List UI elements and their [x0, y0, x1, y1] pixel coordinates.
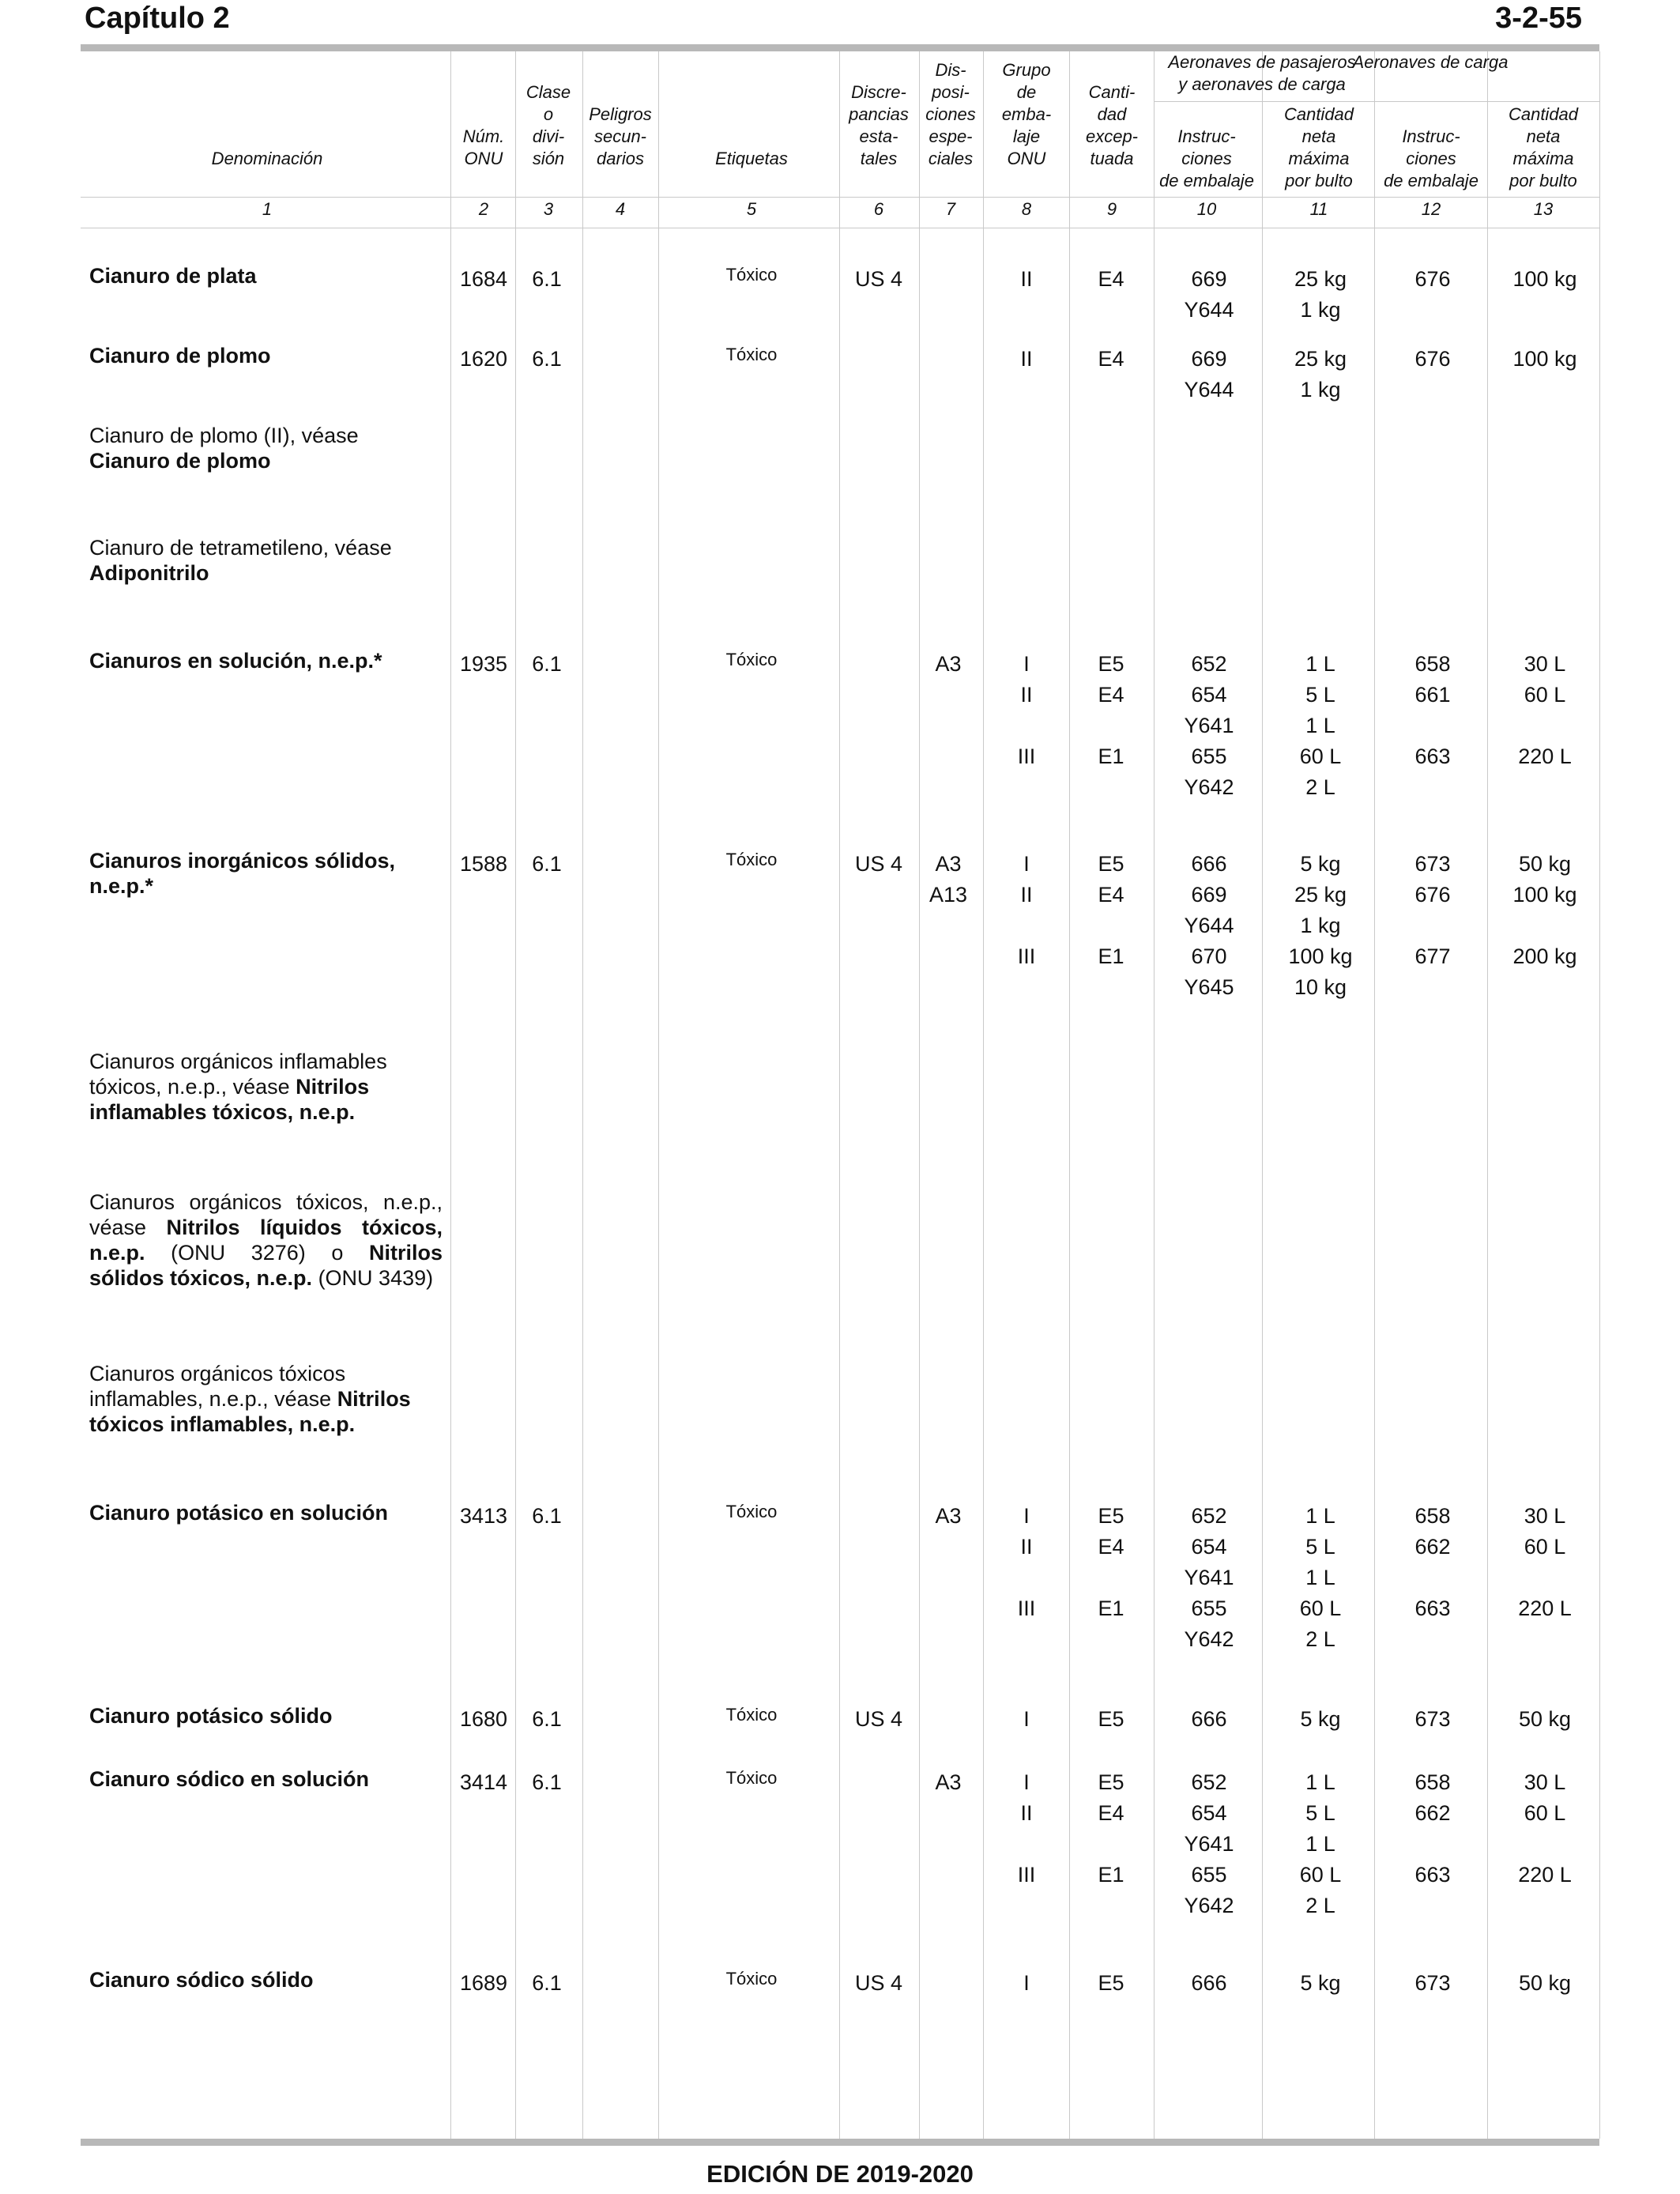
cell-cant: E5	[1098, 1971, 1124, 1995]
cell-instr-pax: 669	[1191, 347, 1227, 371]
column-divider	[839, 51, 840, 2139]
cell-neta-pax: 25 kg	[1294, 267, 1347, 291]
name-bold-text: Nitrilos líquidos tóxicos, n.e.p.	[89, 1216, 443, 1265]
cell-cant: E1	[1098, 944, 1124, 968]
column-number: 12	[1421, 199, 1441, 219]
cell-clase: 6.1	[532, 652, 562, 676]
cell-neta-pax: 2 L	[1305, 1894, 1335, 1917]
cell-neta-cargo: 100 kg	[1512, 883, 1577, 907]
cell-instr-cargo: 676	[1414, 883, 1451, 907]
cell-cant: E5	[1098, 852, 1124, 876]
chapter-title: Capítulo 2	[85, 2, 230, 35]
column-divider	[919, 51, 920, 2139]
column-divider	[1487, 51, 1488, 2139]
cell-neta-pax: 5 L	[1305, 1801, 1335, 1825]
cell-neta-cargo: 30 L	[1524, 652, 1566, 676]
column-number: 8	[1021, 199, 1032, 219]
cell-neta-pax: 5 kg	[1300, 1707, 1341, 1731]
cell-clase: 6.1	[532, 1504, 562, 1528]
header-instr-pax: Instruc- ciones de embalaje	[1159, 126, 1254, 190]
column-number: 4	[615, 199, 626, 219]
cell-instr-pax: Y642	[1184, 1894, 1234, 1917]
column-number: 7	[945, 199, 956, 219]
cell-neta-cargo: 50 kg	[1518, 852, 1572, 876]
cell-neta-cargo: 220 L	[1518, 745, 1572, 768]
cell-neta-cargo: 100 kg	[1512, 267, 1577, 291]
cell-disp: A13	[929, 883, 968, 907]
substance-name	[89, 848, 443, 899]
cell-instr-pax: 652	[1191, 1504, 1227, 1528]
cell-cant: E5	[1098, 1504, 1124, 1528]
cell-neta-pax: 1 kg	[1300, 378, 1341, 401]
column-divider	[450, 51, 451, 2139]
header-etiquetas: Etiquetas	[715, 149, 788, 168]
substance-name	[89, 1189, 443, 1291]
cell-onu: 3413	[459, 1504, 508, 1528]
cell-neta-pax: 1 L	[1305, 652, 1335, 676]
name-bold-text: Cianuro de plomo	[89, 344, 271, 368]
cell-instr-pax: 670	[1191, 944, 1227, 968]
cell-neta-pax: 5 L	[1305, 1535, 1335, 1559]
column-number: 5	[746, 199, 757, 219]
cell-instr-pax: 669	[1191, 267, 1227, 291]
cell-instr-cargo: 663	[1414, 745, 1451, 768]
cell-clase: 6.1	[532, 267, 562, 291]
cell-instr-pax: 655	[1191, 1863, 1227, 1887]
cell-instr-pax: Y644	[1184, 298, 1234, 322]
name-bold-text: Cianuro de plata	[89, 264, 257, 288]
cell-instr-pax: 654	[1191, 1535, 1227, 1559]
cell-instr-pax: 652	[1191, 1770, 1227, 1794]
cell-onu: 1684	[459, 267, 508, 291]
name-bold-text: Cianuro sódico en solución	[89, 1767, 370, 1791]
column-number: 10	[1196, 199, 1217, 219]
name-bold-text: Cianuro potásico sólido	[89, 1704, 333, 1728]
name-text: Cianuros orgánicos tóxicos inflamables, n.e.p., véase	[89, 1362, 346, 1411]
column-number: 9	[1106, 199, 1117, 219]
name-text: Cianuros orgánicos tóxicos, n.e.p., véase	[89, 1190, 443, 1239]
cell-instr-cargo: 663	[1414, 1863, 1451, 1887]
cell-cant: E1	[1098, 745, 1124, 768]
header-instr-cargo: Instruc- ciones de embalaje	[1384, 126, 1478, 190]
cell-neta-cargo: 50 kg	[1518, 1971, 1572, 1995]
cell-grupo: III	[1017, 1596, 1036, 1620]
cell-neta-pax: 1 L	[1305, 1566, 1335, 1589]
cell-onu: 1935	[459, 652, 508, 676]
cell-instr-pax: 655	[1191, 745, 1227, 768]
name-text: (ONU 3276) o	[145, 1241, 369, 1265]
cell-disp: A3	[935, 1770, 962, 1794]
name-text: Cianuro de tetrametileno, véase	[89, 536, 392, 560]
name-text: Cianuro de plomo (II), véase	[89, 424, 359, 447]
cell-etiqueta: Tóxico	[725, 1969, 778, 1989]
cell-neta-cargo: 50 kg	[1518, 1707, 1572, 1731]
cell-cant: E4	[1098, 1801, 1124, 1825]
name-bold-text: Cianuros en solución, n.e.p.*	[89, 649, 382, 673]
cell-neta-cargo: 220 L	[1518, 1596, 1572, 1620]
cell-instr-pax: 666	[1191, 1971, 1227, 1995]
cell-discrep: US 4	[854, 1707, 903, 1731]
header-neta-pax: Cantidad neta máxima por bulto	[1283, 104, 1354, 190]
cell-neta-pax: 5 L	[1305, 683, 1335, 707]
name-bold-text: Adiponitrilo	[89, 561, 209, 585]
cell-cant: E4	[1098, 1535, 1124, 1559]
name-bold-text: Cianuro potásico en solución	[89, 1501, 389, 1525]
cell-neta-cargo: 220 L	[1518, 1863, 1572, 1887]
cell-etiqueta: Tóxico	[725, 345, 778, 364]
cell-neta-pax: 25 kg	[1294, 347, 1347, 371]
bottom-rule	[81, 2139, 1599, 2146]
column-divider	[1154, 51, 1155, 2139]
header-divider	[81, 197, 1599, 198]
column-number: 1	[262, 199, 273, 219]
header-pasajeros-group: Aeronaves de pasajeros y aeronaves de carga	[1168, 52, 1356, 94]
substance-name	[89, 1500, 443, 1525]
cell-clase: 6.1	[532, 1770, 562, 1794]
column-divider	[1262, 51, 1263, 2139]
cell-instr-cargo: 662	[1414, 1535, 1451, 1559]
cell-etiqueta: Tóxico	[725, 1502, 778, 1521]
substance-name	[89, 1049, 443, 1125]
cell-cant: E1	[1098, 1863, 1124, 1887]
cell-grupo: II	[1020, 1801, 1033, 1825]
column-divider	[582, 51, 583, 2139]
cell-cant: E4	[1098, 347, 1124, 371]
cell-neta-cargo: 30 L	[1524, 1770, 1566, 1794]
cell-grupo: II	[1020, 883, 1033, 907]
cell-neta-pax: 5 kg	[1300, 852, 1341, 876]
cell-neta-pax: 25 kg	[1294, 883, 1347, 907]
column-divider	[983, 51, 984, 2139]
cell-onu: 1689	[459, 1971, 508, 1995]
cell-grupo: II	[1020, 683, 1033, 707]
cell-grupo: II	[1020, 267, 1033, 291]
cell-cant: E4	[1098, 683, 1124, 707]
cell-instr-cargo: 673	[1414, 1707, 1451, 1731]
substance-name	[89, 535, 443, 586]
header-grupo: Grupo de emba- laje ONU	[1001, 60, 1052, 168]
cell-neta-pax: 60 L	[1299, 1863, 1342, 1887]
cell-etiqueta: Tóxico	[725, 1705, 778, 1725]
column-divider	[1374, 51, 1375, 2139]
cell-clase: 6.1	[532, 852, 562, 876]
cell-instr-pax: Y644	[1184, 914, 1234, 937]
cell-neta-pax: 1 L	[1305, 1504, 1335, 1528]
header-carga-group: Aeronaves de carga	[1352, 52, 1509, 72]
column-number: 13	[1533, 199, 1554, 219]
cell-cant: E1	[1098, 1596, 1124, 1620]
column-divider	[1069, 51, 1070, 2139]
cell-cant: E5	[1098, 1770, 1124, 1794]
cell-instr-cargo: 673	[1414, 1971, 1451, 1995]
cell-neta-pax: 2 L	[1305, 775, 1335, 799]
cell-grupo: I	[1023, 852, 1030, 876]
header-divider	[1154, 101, 1599, 102]
cell-grupo: I	[1023, 1707, 1030, 1731]
name-text: (ONU 3439)	[312, 1266, 434, 1290]
cell-etiqueta: Tóxico	[725, 650, 778, 669]
cell-neta-pax: 100 kg	[1288, 944, 1353, 968]
cell-neta-cargo: 100 kg	[1512, 347, 1577, 371]
cell-clase: 6.1	[532, 1707, 562, 1731]
cell-discrep: US 4	[854, 852, 903, 876]
cell-cant: E4	[1098, 883, 1124, 907]
column-number: 6	[873, 199, 884, 219]
column-number: 3	[543, 199, 554, 219]
cell-neta-cargo: 30 L	[1524, 1504, 1566, 1528]
cell-onu: 3414	[459, 1770, 508, 1794]
header-peligros: Peligros secun- darios	[589, 104, 652, 168]
cell-instr-cargo: 661	[1414, 683, 1451, 707]
cell-disp: A3	[935, 652, 962, 676]
cell-instr-pax: 666	[1191, 852, 1227, 876]
cell-instr-pax: Y644	[1184, 378, 1234, 401]
cell-grupo: I	[1023, 652, 1030, 676]
cell-grupo: II	[1020, 347, 1033, 371]
cell-clase: 6.1	[532, 1971, 562, 1995]
cell-instr-pax: 654	[1191, 683, 1227, 707]
cell-onu: 1620	[459, 347, 508, 371]
cell-neta-cargo: 200 kg	[1512, 944, 1577, 968]
cell-cant: E4	[1098, 267, 1124, 291]
cell-grupo: I	[1023, 1770, 1030, 1794]
cell-grupo: III	[1017, 745, 1036, 768]
cell-neta-pax: 1 kg	[1300, 298, 1341, 322]
cell-neta-pax: 60 L	[1299, 1596, 1342, 1620]
header-cantidad: Canti- dad excep- tuada	[1085, 82, 1139, 168]
cell-instr-pax: Y641	[1184, 714, 1234, 737]
cell-clase: 6.1	[532, 347, 562, 371]
cell-discrep: US 4	[854, 267, 903, 291]
cell-onu: 1588	[459, 852, 508, 876]
cell-instr-cargo: 658	[1414, 1504, 1451, 1528]
cell-etiqueta: Tóxico	[725, 850, 778, 869]
cell-instr-pax: 652	[1191, 652, 1227, 676]
cell-disp: A3	[935, 1504, 962, 1528]
header-discrepancias: Discre- pancias esta- tales	[849, 82, 909, 168]
cell-instr-cargo: 663	[1414, 1596, 1451, 1620]
top-rule	[81, 44, 1599, 51]
column-number: 2	[478, 199, 489, 219]
cell-instr-cargo: 677	[1414, 944, 1451, 968]
cell-instr-cargo: 673	[1414, 852, 1451, 876]
cell-instr-cargo: 662	[1414, 1801, 1451, 1825]
column-number: 11	[1309, 199, 1328, 219]
substance-name	[89, 263, 443, 288]
cell-instr-pax: 655	[1191, 1596, 1227, 1620]
cell-grupo: III	[1017, 944, 1036, 968]
cell-discrep: US 4	[854, 1971, 903, 1995]
cell-instr-cargo: 676	[1414, 267, 1451, 291]
cell-grupo: I	[1023, 1971, 1030, 1995]
cell-disp: A3	[935, 852, 962, 876]
cell-instr-pax: 669	[1191, 883, 1227, 907]
cell-grupo: III	[1017, 1863, 1036, 1887]
name-bold-text: Cianuro de plomo	[89, 449, 271, 473]
substance-name	[89, 423, 443, 473]
name-text: Cianuros orgánicos inflamables tóxicos, n.e.p., véase	[89, 1050, 387, 1099]
header-denominacion: Denominación	[211, 149, 323, 168]
substance-name	[89, 1967, 443, 1992]
cell-grupo: II	[1020, 1535, 1033, 1559]
column-divider	[515, 51, 516, 2139]
cell-neta-cargo: 60 L	[1524, 683, 1566, 707]
column-divider	[1599, 51, 1600, 2139]
cell-instr-pax: Y642	[1184, 775, 1234, 799]
cell-neta-pax: 60 L	[1299, 745, 1342, 768]
cell-cant: E5	[1098, 652, 1124, 676]
cell-neta-pax: 1 L	[1305, 714, 1335, 737]
cell-grupo: I	[1023, 1504, 1030, 1528]
page-reference: 3-2-55	[1495, 2, 1582, 35]
name-bold-text: Cianuro sódico sólido	[89, 1968, 314, 1992]
cell-neta-pax: 2 L	[1305, 1627, 1335, 1651]
column-divider	[658, 51, 659, 2139]
cell-instr-cargo: 658	[1414, 1770, 1451, 1794]
cell-instr-pax: Y645	[1184, 975, 1234, 999]
cell-instr-pax: Y642	[1184, 1627, 1234, 1651]
cell-instr-pax: Y641	[1184, 1832, 1234, 1856]
cell-neta-cargo: 60 L	[1524, 1535, 1566, 1559]
cell-instr-pax: Y641	[1184, 1566, 1234, 1589]
cell-etiqueta: Tóxico	[725, 265, 778, 285]
header-num-onu: Núm. ONU	[462, 126, 505, 168]
name-bold-text: Cianuros inorgánicos sólidos, n.e.p.*	[89, 849, 396, 898]
cell-neta-pax: 1 kg	[1300, 914, 1341, 937]
substance-name	[89, 648, 443, 673]
header-clase: Clase o divi- sión	[525, 82, 571, 168]
cell-onu: 1680	[459, 1707, 508, 1731]
cell-instr-cargo: 676	[1414, 347, 1451, 371]
header-neta-cargo: Cantidad neta máxima por bulto	[1508, 104, 1579, 190]
substance-name	[89, 1703, 443, 1728]
name-bold-text: Nitrilos sólidos tóxicos, n.e.p.	[89, 1241, 443, 1290]
cell-instr-pax: 654	[1191, 1801, 1227, 1825]
cell-neta-pax: 1 L	[1305, 1770, 1335, 1794]
cell-neta-pax: 5 kg	[1300, 1971, 1341, 1995]
cell-cant: E5	[1098, 1707, 1124, 1731]
edition-footer: EDICIÓN DE 2019-2020	[706, 2160, 974, 2188]
substance-name	[89, 343, 443, 368]
header-disposiciones: Dis- posi- ciones espe- ciales	[925, 60, 976, 168]
cell-instr-cargo: 658	[1414, 652, 1451, 676]
substance-name	[89, 1766, 443, 1792]
name-bold-text: Nitrilos inflamables tóxicos, n.e.p.	[89, 1075, 370, 1124]
cell-neta-pax: 1 L	[1305, 1832, 1335, 1856]
substance-name	[89, 1361, 443, 1437]
cell-neta-pax: 10 kg	[1294, 975, 1347, 999]
cell-instr-pax: 666	[1191, 1707, 1227, 1731]
cell-etiqueta: Tóxico	[725, 1768, 778, 1788]
cell-neta-cargo: 60 L	[1524, 1801, 1566, 1825]
name-bold-text: Nitrilos tóxicos inflamables, n.e.p.	[89, 1387, 411, 1436]
